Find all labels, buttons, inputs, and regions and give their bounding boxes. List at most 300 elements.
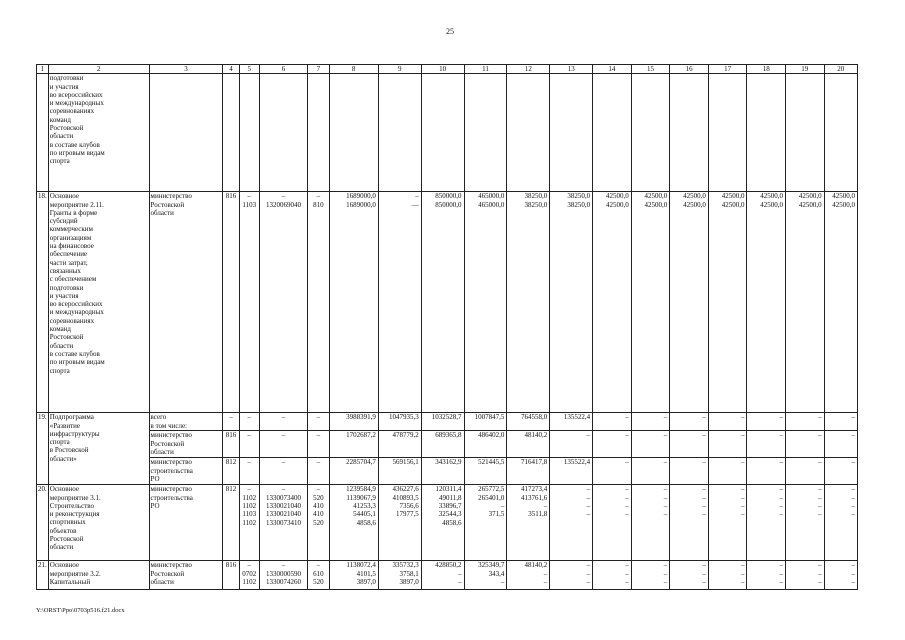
value-cell	[421, 561, 464, 590]
value-cell: –	[259, 458, 307, 485]
value-line: 810	[313, 200, 324, 209]
name-cell: Основное мероприятие 3.2. Капитальный	[48, 561, 149, 590]
value-line: 38250,0	[567, 200, 591, 209]
value-line: 54405,1	[353, 510, 376, 519]
value-line: –	[625, 493, 629, 502]
value-line: –	[818, 569, 822, 578]
value-line: 413761,6	[521, 493, 548, 502]
value-line: –	[625, 561, 629, 570]
value-cell: 343162,9	[421, 458, 464, 485]
value-line: –	[779, 510, 784, 519]
value-cell	[259, 485, 307, 561]
value-line: 1103	[242, 510, 257, 519]
value-cell	[239, 192, 259, 413]
value-line: –	[663, 485, 668, 494]
value-line: –	[740, 569, 745, 578]
value-line: 610	[313, 569, 324, 578]
value-line: 4858,6	[442, 518, 462, 527]
value-line: –	[851, 510, 855, 519]
value-cell: –	[786, 431, 825, 458]
name-cell: Основное мероприятие 2.11. Гранты в форме субсидий коммерческим организациям на финансовое обеспечение части затрат, связанных с обеспечением подготовки и участия во всероссийских и международных соревнованиях команд Ростовской области в составе клубов по игровым видам спорта	[48, 192, 149, 413]
value-line: –	[663, 578, 668, 587]
value-line: –	[586, 485, 591, 494]
value-line: 42500,0	[760, 192, 784, 201]
value-line: –	[316, 192, 321, 201]
value-cell	[550, 192, 593, 413]
value-cell: –	[670, 413, 709, 431]
value-line: —	[411, 200, 419, 209]
column-number: 17	[708, 65, 747, 74]
value-line	[594, 519, 629, 527]
value-line: 1320069040	[266, 200, 301, 209]
value-line: –	[316, 561, 321, 570]
value-line: 32544,3	[438, 510, 462, 519]
value-cell	[378, 192, 421, 413]
row-number: 19.	[37, 413, 49, 485]
value-line: –	[281, 192, 286, 201]
grbs-cell: 812	[223, 458, 239, 485]
value-cell	[308, 192, 329, 413]
page-number: 25	[446, 27, 454, 36]
value-line: –	[818, 493, 822, 502]
value-line: 1102	[242, 502, 257, 511]
value-line: 1330000590	[266, 569, 301, 578]
value-cell	[239, 485, 259, 561]
value-line: 265401,0	[478, 493, 505, 502]
value-line: –	[851, 578, 855, 587]
value-line: –	[663, 502, 668, 511]
value-line	[633, 519, 668, 527]
value-cell: 1032528,7	[421, 413, 464, 431]
table-row	[37, 192, 858, 413]
value-line: –	[500, 502, 505, 511]
value-line: –	[779, 578, 784, 587]
row-number: 20.	[37, 485, 49, 561]
value-line	[748, 519, 783, 527]
value-cell: –	[670, 458, 709, 485]
value-cell	[464, 561, 507, 590]
value-line: –	[415, 192, 419, 201]
value-line: –	[851, 485, 855, 494]
value-cell	[747, 561, 786, 590]
value-cell: 689365,8	[421, 431, 464, 458]
value-line: –	[458, 578, 462, 587]
value-line: –	[458, 569, 462, 578]
value-cell: –	[786, 413, 825, 431]
value-line: –	[740, 578, 745, 587]
table-row	[37, 74, 858, 192]
value-line: –	[281, 561, 286, 570]
value-cell: –	[550, 431, 593, 458]
value-line: –	[625, 502, 629, 511]
value-line: –	[740, 485, 745, 494]
value-line: 1239584,9	[346, 485, 376, 494]
value-cell: –	[824, 458, 857, 485]
value-line: –	[625, 578, 629, 587]
value-line: –	[851, 561, 855, 570]
value-line: 1102	[242, 518, 257, 527]
executor-cell: министерство строительства РО	[149, 485, 223, 561]
executor-cell: всего в том числе:	[149, 413, 223, 431]
value-line: 1330021040	[266, 510, 301, 519]
value-line: 4858,6	[356, 518, 376, 527]
value-cell	[550, 561, 593, 590]
value-cell: –	[239, 431, 259, 458]
value-line: 7356,6	[399, 502, 419, 511]
table-row	[37, 413, 858, 431]
value-line: –	[851, 569, 855, 578]
value-line: –	[586, 561, 591, 570]
value-cell	[329, 485, 378, 561]
value-cell	[670, 561, 709, 590]
value-line: –	[851, 493, 855, 502]
value-line: 42500,0	[798, 192, 822, 201]
table-row	[37, 431, 858, 458]
value-line: 343,4	[488, 569, 505, 578]
executor-cell: министерство строительства РО	[149, 458, 223, 485]
column-number: 12	[507, 65, 550, 74]
value-cell: 569156,1	[378, 458, 421, 485]
value-cell	[593, 561, 632, 590]
value-line: 41253,3	[353, 502, 376, 511]
value-cell: –	[259, 431, 307, 458]
value-cell	[747, 192, 786, 413]
table-row	[37, 561, 858, 590]
value-line: 436227,6	[392, 485, 419, 494]
value-line: 42500,0	[721, 200, 745, 209]
value-line: –	[247, 561, 251, 570]
value-cell: –	[708, 413, 747, 431]
value-line	[787, 519, 822, 527]
value-line: 1102	[242, 578, 257, 587]
value-cell: –	[747, 431, 786, 458]
column-number: 15	[631, 65, 670, 74]
value-line: 42500,0	[644, 192, 668, 201]
value-line: 1103	[242, 200, 257, 209]
value-cell	[329, 561, 378, 590]
value-cell	[239, 561, 259, 590]
value-line: 410	[313, 510, 324, 519]
value-line: 42500,0	[832, 192, 855, 201]
value-cell	[824, 561, 857, 590]
value-cell: 478779,2	[378, 431, 421, 458]
value-line: 850000,0	[435, 200, 462, 209]
value-line: 1138072,4	[346, 561, 376, 570]
value-cell: 521445,5	[464, 458, 507, 485]
column-number: 19	[786, 65, 825, 74]
value-line: 17977,5	[395, 510, 419, 519]
value-cell	[308, 485, 329, 561]
value-line: 1330021040	[266, 502, 301, 511]
value-cell	[786, 192, 825, 413]
value-cell: –	[631, 458, 670, 485]
value-cell	[708, 485, 747, 561]
value-cell: –	[708, 458, 747, 485]
value-cell	[464, 485, 507, 561]
value-line	[466, 519, 505, 527]
executor-cell: министерство Ростовской области	[149, 192, 223, 413]
value-cell	[747, 485, 786, 561]
value-cell: –	[631, 431, 670, 458]
value-line	[710, 519, 745, 527]
value-line: –	[818, 578, 822, 587]
value-line: –	[740, 493, 745, 502]
value-line: –	[500, 578, 505, 587]
value-cell	[824, 485, 857, 561]
value-cell	[631, 192, 670, 413]
value-line: –	[586, 502, 591, 511]
value-line: 3758,1	[399, 569, 419, 578]
value-line: –	[702, 493, 706, 502]
value-line: –	[851, 502, 855, 511]
value-line: 3897,0	[356, 578, 376, 587]
value-line: 42500,0	[683, 200, 706, 209]
column-number: 1	[37, 65, 49, 74]
value-line: –	[779, 485, 784, 494]
value-line: 371,5	[488, 510, 505, 519]
value-line: 42500,0	[798, 200, 822, 209]
value-line	[380, 519, 419, 527]
value-line: 38250,0	[524, 200, 548, 209]
value-cell	[593, 485, 632, 561]
column-number: 5	[239, 65, 259, 74]
value-line: 3511,8	[528, 510, 548, 519]
value-cell	[378, 561, 421, 590]
footer-file-path: Y:\ORST\Ppo\0703p516.f21.docx	[36, 607, 125, 614]
value-line: 1102	[242, 493, 257, 502]
executor-cell: министерство Ростовской области	[149, 431, 223, 458]
value-line: 120311,4	[435, 485, 462, 494]
column-number: 13	[550, 65, 593, 74]
value-cell: –	[593, 413, 632, 431]
row-number: 18.	[37, 192, 49, 413]
value-line: 42500,0	[605, 192, 629, 201]
value-line: –	[543, 569, 548, 578]
column-number: 2	[48, 65, 149, 74]
value-line: 325349,7	[478, 561, 505, 570]
value-cell: –	[708, 431, 747, 458]
value-cell: –	[239, 413, 259, 431]
value-cell	[708, 192, 747, 413]
value-line: –	[543, 502, 548, 511]
value-cell	[421, 192, 464, 413]
value-line: 1689000,0	[346, 192, 376, 201]
value-cell	[259, 561, 307, 590]
value-line: –	[543, 578, 548, 587]
value-cell	[507, 561, 550, 590]
table-row	[37, 458, 858, 485]
column-number: 8	[329, 65, 378, 74]
value-cell	[631, 485, 670, 561]
column-number: 20	[824, 65, 857, 74]
value-line: 3897,0	[399, 578, 419, 587]
header-row	[37, 65, 858, 74]
value-line: –	[779, 561, 784, 570]
column-number: 16	[670, 65, 709, 74]
value-line: 42500,0	[760, 200, 784, 209]
value-line: 417273,4	[521, 485, 548, 494]
value-line: 38250,0	[567, 192, 591, 201]
value-line: –	[702, 561, 706, 570]
value-cell: –	[308, 431, 329, 458]
value-cell	[631, 561, 670, 590]
value-cell: –	[670, 431, 709, 458]
value-line: –	[779, 569, 784, 578]
value-line: –	[247, 485, 251, 494]
value-cell: 1047935,3	[378, 413, 421, 431]
value-cell: –	[747, 413, 786, 431]
value-line: 410893,5	[392, 493, 419, 502]
value-line: 1139067,9	[346, 493, 376, 502]
value-cell: 1007847,5	[464, 413, 507, 431]
value-line: 465000,0	[478, 200, 505, 209]
grbs-cell: –	[223, 413, 239, 431]
value-line: –	[586, 510, 591, 519]
value-line: 335732,3	[392, 561, 419, 570]
value-line: 42500,0	[832, 200, 855, 209]
value-cell	[507, 485, 550, 561]
column-number: 3	[149, 65, 223, 74]
value-line: –	[702, 485, 706, 494]
value-line: –	[663, 510, 668, 519]
value-cell: –	[259, 413, 307, 431]
grbs-cell: 816	[223, 431, 239, 458]
value-line: –	[586, 569, 591, 578]
name-cell: Подпрограмма «Развитие инфраструктуры спорта в Ростовской области»	[48, 413, 149, 485]
column-number: 10	[421, 65, 464, 74]
value-cell	[670, 485, 709, 561]
value-cell: 716417,8	[507, 458, 550, 485]
value-line: –	[663, 493, 668, 502]
value-line: –	[740, 502, 745, 511]
value-line	[508, 519, 547, 527]
value-cell: –	[631, 413, 670, 431]
value-line: 4101,5	[356, 569, 376, 578]
value-line: –	[702, 510, 706, 519]
value-cell: 48140,2	[507, 431, 550, 458]
value-line: –	[247, 192, 251, 201]
value-cell: 135522,4	[550, 458, 593, 485]
value-line: –	[625, 510, 629, 519]
value-line: –	[740, 510, 745, 519]
value-cell	[507, 192, 550, 413]
value-cell: –	[239, 458, 259, 485]
column-number: 7	[308, 65, 329, 74]
value-line: 265772,5	[478, 485, 505, 494]
value-line: –	[818, 561, 822, 570]
value-cell	[421, 485, 464, 561]
value-line: 49011,8	[439, 493, 462, 502]
budget-table	[36, 64, 858, 590]
value-line: –	[779, 493, 784, 502]
value-line: 410	[313, 502, 324, 511]
value-line: 48140,2	[524, 561, 548, 570]
value-line: 42500,0	[721, 192, 745, 201]
column-number: 6	[259, 65, 307, 74]
value-cell	[378, 485, 421, 561]
value-cell	[593, 192, 632, 413]
value-cell	[259, 192, 307, 413]
value-cell: 764558,0	[507, 413, 550, 431]
value-line: –	[625, 485, 629, 494]
value-line: 465000,0	[478, 192, 505, 201]
value-line: –	[779, 502, 784, 511]
value-line: –	[586, 493, 591, 502]
value-line: –	[586, 578, 591, 587]
column-number: 11	[464, 65, 507, 74]
row-number: 21.	[37, 561, 49, 590]
value-line: 1689000,0	[346, 200, 376, 209]
value-line: –	[702, 569, 706, 578]
value-line: 42500,0	[605, 200, 629, 209]
column-number: 9	[378, 65, 421, 74]
value-line: –	[281, 485, 286, 494]
value-line	[826, 519, 855, 527]
value-cell	[308, 561, 329, 590]
value-cell	[550, 485, 593, 561]
value-cell	[786, 561, 825, 590]
value-cell: 486402,0	[464, 431, 507, 458]
column-number: 18	[747, 65, 786, 74]
value-cell: –	[786, 458, 825, 485]
value-line: –	[316, 485, 321, 494]
grbs-cell: 816	[223, 561, 239, 590]
value-line: 1330073400	[266, 493, 301, 502]
value-line: –	[663, 569, 668, 578]
value-cell: –	[824, 413, 857, 431]
value-cell: –	[593, 458, 632, 485]
executor-cell: министерство Ростовской области	[149, 561, 223, 590]
value-cell: 3988391,9	[329, 413, 378, 431]
value-cell: –	[308, 458, 329, 485]
value-line: –	[818, 510, 822, 519]
grbs-cell: 812	[223, 485, 239, 561]
value-line: –	[818, 502, 822, 511]
value-cell	[464, 192, 507, 413]
value-cell	[329, 192, 378, 413]
value-line: 1330073410	[266, 518, 301, 527]
value-line: –	[663, 561, 668, 570]
value-line	[551, 519, 590, 527]
value-line: 33896,7	[438, 502, 462, 511]
value-line: 520	[313, 578, 324, 587]
value-cell: 1702687,2	[329, 431, 378, 458]
value-cell: –	[593, 431, 632, 458]
value-line: 38250,0	[524, 192, 548, 201]
value-line: –	[702, 578, 706, 587]
value-cell	[824, 192, 857, 413]
value-line: 0702	[242, 569, 257, 578]
table-row	[37, 485, 858, 561]
grbs-cell: 816	[223, 192, 239, 413]
value-cell: –	[747, 458, 786, 485]
name-cell: подготовки и участия во всероссийских и международных соревнованиях команд Ростовской области в составе клубов по игровым видам спорта	[48, 74, 149, 192]
value-line: 520	[313, 518, 324, 527]
value-cell: –	[824, 431, 857, 458]
value-line	[671, 519, 706, 527]
column-number: 4	[223, 65, 239, 74]
value-cell: –	[308, 413, 329, 431]
value-cell: 2285704,7	[329, 458, 378, 485]
value-line: 850000,0	[435, 192, 462, 201]
value-cell	[786, 485, 825, 561]
column-number: 14	[593, 65, 632, 74]
value-cell	[708, 561, 747, 590]
value-line: 520	[313, 493, 324, 502]
value-line: –	[702, 502, 706, 511]
value-line: 1330074260	[266, 578, 301, 587]
value-line: 42500,0	[644, 200, 668, 209]
